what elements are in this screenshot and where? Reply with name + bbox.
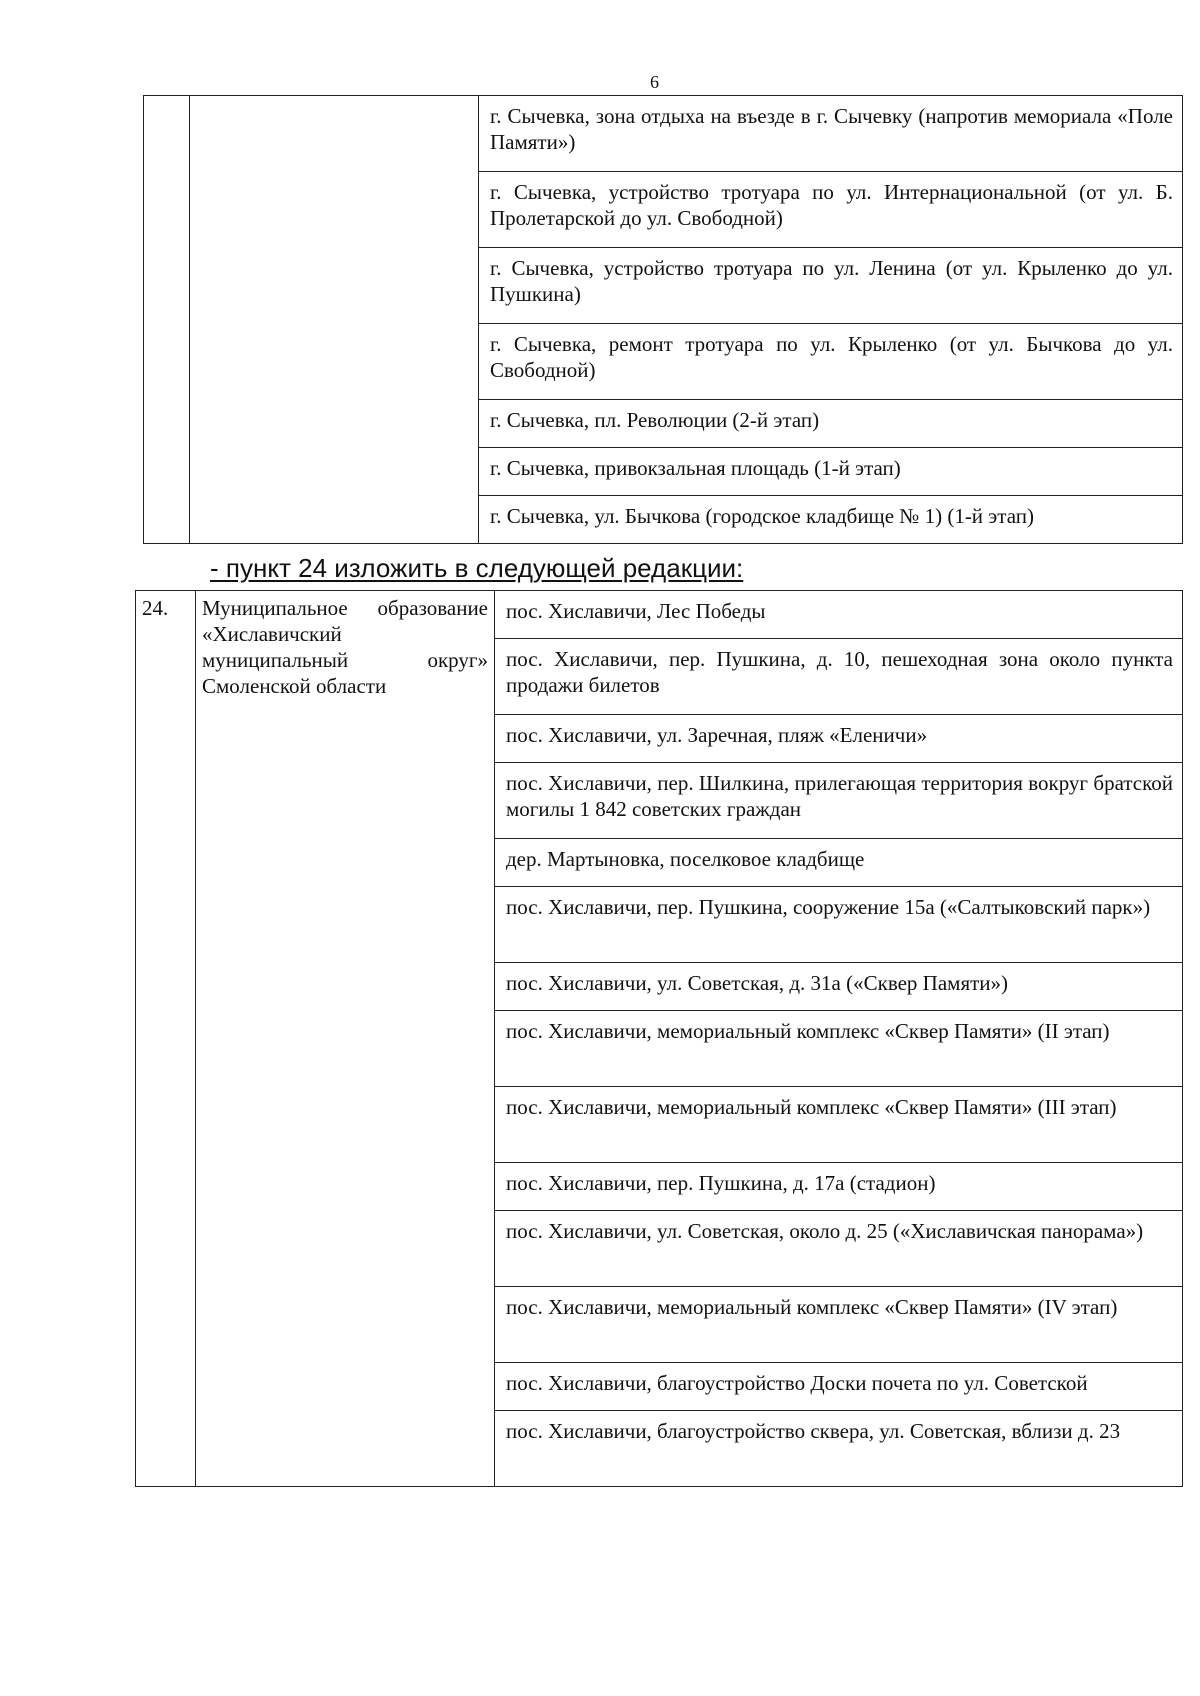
municipality-name: Муниципальное образование «Хиславичский муниципальный округ» Смоленской области: [196, 591, 495, 1487]
table-row: пос. Хиславичи, пер. Пушкина, д. 10, пешеходная зона около пункта продажи билетов: [495, 639, 1183, 715]
table-row: пос. Хиславичи, мемориальный комплекс «Сквер Памяти» (II этап): [495, 1011, 1183, 1087]
number-cell: [144, 96, 190, 544]
table-row: г. Сычевка, устройство тротуара по ул. Интернациональной (от ул. Б. Пролетарской до ул. Свободной): [479, 172, 1183, 248]
table-row: пос. Хиславичи, пер. Пушкина, сооружение 15а («Салтыковский парк»): [495, 887, 1183, 963]
table-row: пос. Хиславичи, ул. Заречная, пляж «Еленичи»: [495, 715, 1183, 763]
table-row: пос. Хиславичи, мемориальный комплекс «Сквер Памяти» (IV этап): [495, 1287, 1183, 1363]
amendment-heading: - пункт 24 изложить в следующей редакции:: [210, 553, 744, 583]
table-row: пос. Хиславичи, ул. Советская, д. 31а («Сквер Памяти»): [495, 963, 1183, 1011]
municipality-cell: [190, 96, 479, 544]
table-row: пос. Хиславичи, мемориальный комплекс «Сквер Памяти» (III этап): [495, 1087, 1183, 1163]
table-row: пос. Хиславичи, пер. Пушкина, д. 17а (стадион): [495, 1163, 1183, 1211]
table-row: г. Сычевка, ремонт тротуара по ул. Крыленко (от ул. Бычкова до ул. Свободной): [479, 324, 1183, 400]
table-row: г. Сычевка, ул. Бычкова (городское кладбище № 1) (1-й этап): [479, 496, 1183, 544]
table-row: г. Сычевка, пл. Революции (2-й этап): [479, 400, 1183, 448]
table-row: г. Сычевка, зона отдыха на въезде в г. Сычевку (напротив мемориала «Поле Памяти»): [479, 96, 1183, 172]
table-row: пос. Хиславичи, благоустройство Доски почета по ул. Советской: [495, 1363, 1183, 1411]
table-row: г. Сычевка, привокзальная площадь (1-й этап): [479, 448, 1183, 496]
table-row: пос. Хиславичи, пер. Шилкина, прилегающая территория вокруг братской могилы 1 842 советских граждан: [495, 763, 1183, 839]
page-number: 6: [650, 72, 659, 92]
table-row: г. Сычевка, устройство тротуара по ул. Ленина (от ул. Крыленко до ул. Пушкина): [479, 248, 1183, 324]
objects-table-continued: [143, 95, 1183, 544]
objects-table-item-24: [135, 590, 1183, 1487]
table-row: дер. Мартыновка, поселковое кладбище: [495, 839, 1183, 887]
table-row: пос. Хиславичи, ул. Советская, около д. 25 («Хиславичская панорама»): [495, 1211, 1183, 1287]
table-row: пос. Хиславичи, благоустройство сквера, ул. Советская, вблизи д. 23: [495, 1411, 1183, 1487]
table-row: пос. Хиславичи, Лес Победы: [495, 591, 1183, 639]
item-number: 24.: [136, 591, 196, 1487]
